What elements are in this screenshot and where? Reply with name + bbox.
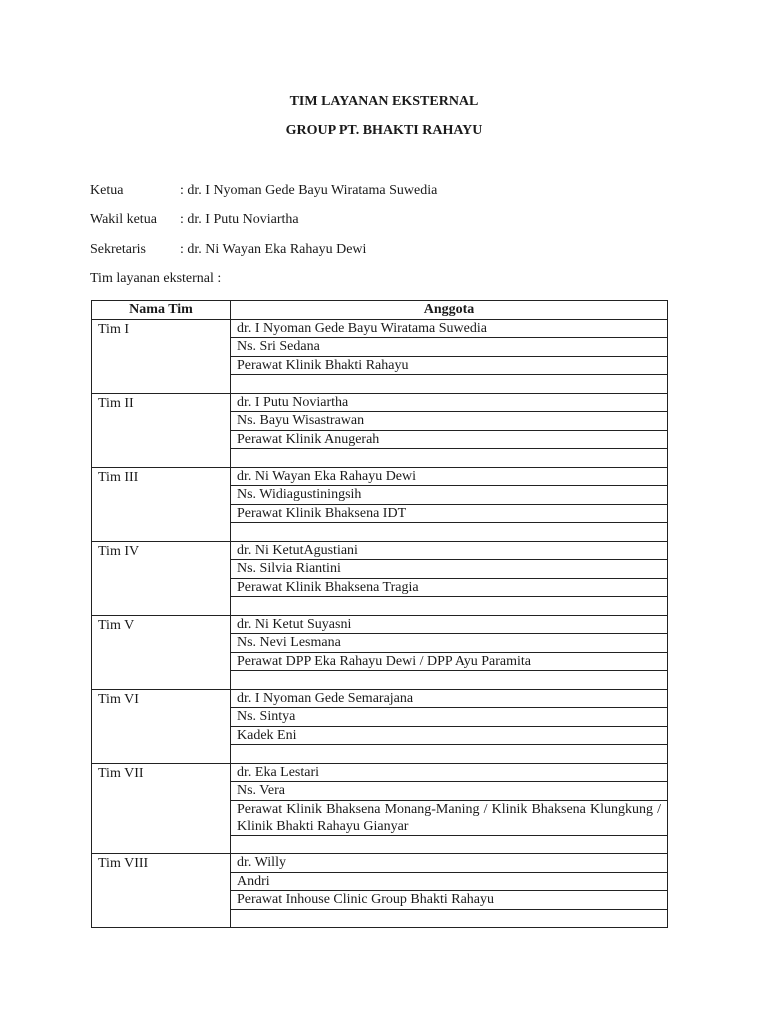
member-cell: dr. I Putu Noviartha <box>231 393 668 412</box>
member-cell: Ns. Sintya <box>231 708 668 727</box>
member-cell: dr. Ni Wayan Eka Rahayu Dewi <box>231 467 668 486</box>
member-cell: Andri <box>231 872 668 891</box>
document-subtitle: GROUP PT. BHAKTI RAHAYU <box>285 123 483 138</box>
member-cell: dr. Eka Lestari <box>231 763 668 782</box>
team-name-cell: Tim VI <box>92 689 231 763</box>
team-name-cell: Tim V <box>92 615 231 689</box>
member-cell <box>231 523 668 542</box>
member-cell: Ns. Silvia Riantini <box>231 560 668 579</box>
member-cell: Ns. Nevi Lesmana <box>231 634 668 653</box>
table-row <box>92 615 668 634</box>
team-name-cell: Tim VIII <box>92 854 231 928</box>
table-row <box>92 689 668 708</box>
team-name-cell: Tim II <box>92 393 231 467</box>
info-row-ketua <box>90 183 437 199</box>
member-cell: dr. I Nyoman Gede Bayu Wiratama Suwedia <box>231 319 668 338</box>
member-cell: Perawat DPP Eka Rahayu Dewi / DPP Ayu Paramita <box>231 652 668 671</box>
info-row-wakil-ketua <box>90 212 299 228</box>
team-name-cell: Tim III <box>92 467 231 541</box>
member-cell: dr. Ni KetutAgustiani <box>231 541 668 560</box>
table-intro: Tim layanan eksternal : <box>90 271 222 286</box>
table-row <box>92 763 668 782</box>
info-value: : dr. I Nyoman Gede Bayu Wiratama Suwedia <box>180 183 437 198</box>
info-label: Wakil ketua <box>90 212 157 227</box>
member-cell <box>231 671 668 690</box>
team-name-cell: Tim VII <box>92 763 231 854</box>
table-body <box>92 319 668 928</box>
member-cell: Ns. Widiagustiningsih <box>231 486 668 505</box>
member-cell: dr. Willy <box>231 854 668 873</box>
member-cell: Kadek Eni <box>231 726 668 745</box>
info-label: Sekretaris <box>90 242 146 257</box>
info-label: Ketua <box>90 183 124 198</box>
header-anggota: Anggota <box>231 301 668 320</box>
member-cell <box>231 745 668 764</box>
info-value: : dr. I Putu Noviartha <box>180 212 299 227</box>
member-cell <box>231 835 668 854</box>
table-header-row <box>92 301 668 320</box>
info-value: : dr. Ni Wayan Eka Rahayu Dewi <box>180 242 366 257</box>
member-cell <box>231 375 668 394</box>
team-table <box>91 300 668 928</box>
table-row <box>92 393 668 412</box>
team-name-cell: Tim IV <box>92 541 231 615</box>
table-row <box>92 854 668 873</box>
info-row-sekretaris <box>90 242 366 258</box>
member-cell <box>231 597 668 616</box>
member-cell: Ns. Vera <box>231 782 668 801</box>
member-cell <box>231 909 668 928</box>
member-cell: Perawat Klinik Bhakti Rahayu <box>231 356 668 375</box>
member-cell: Perawat Klinik Anugerah <box>231 430 668 449</box>
team-name-cell: Tim I <box>92 319 231 393</box>
table-row <box>92 541 668 560</box>
member-cell: Ns. Sri Sedana <box>231 338 668 357</box>
document-title: TIM LAYANAN EKSTERNAL <box>289 94 479 109</box>
header-nama-tim: Nama Tim <box>92 301 231 320</box>
member-cell: Ns. Bayu Wisastrawan <box>231 412 668 431</box>
member-cell: Perawat Klinik Bhaksena Monang-Maning / Klinik Bhaksena Klungkung / Klinik Bhakti Rahayu Gianyar <box>231 800 668 835</box>
table-row <box>92 319 668 338</box>
member-cell: dr. Ni Ketut Suyasni <box>231 615 668 634</box>
member-cell: Perawat Klinik Bhaksena IDT <box>231 504 668 523</box>
member-cell: dr. I Nyoman Gede Semarajana <box>231 689 668 708</box>
member-cell: Perawat Inhouse Clinic Group Bhakti Rahayu <box>231 891 668 910</box>
member-cell: Perawat Klinik Bhaksena Tragia <box>231 578 668 597</box>
member-cell <box>231 449 668 468</box>
table-row <box>92 467 668 486</box>
